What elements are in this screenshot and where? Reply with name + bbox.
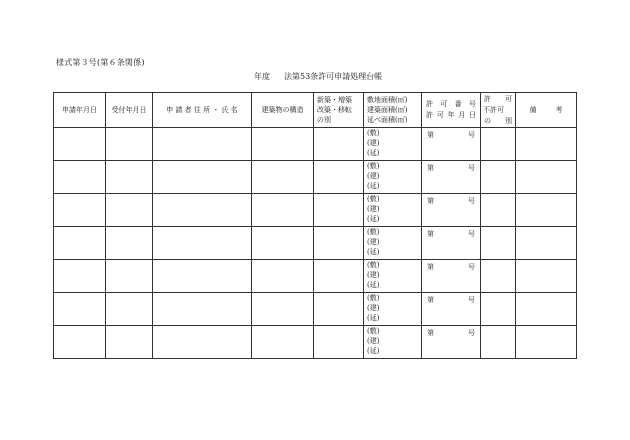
permit-number-line: [427, 295, 475, 306]
cell-construction-type[interactable]: [314, 260, 364, 293]
cell-structure[interactable]: [252, 161, 314, 194]
title-main: 法第53条許可申請処理台帳: [284, 72, 383, 81]
cell-construction-type[interactable]: [314, 326, 364, 359]
ledger-table: [53, 92, 577, 359]
cell-construction-type[interactable]: [314, 293, 364, 326]
header-char: 号: [468, 100, 476, 108]
header-permit-number: [422, 99, 480, 110]
cell-area[interactable]: [364, 128, 422, 161]
cell-remarks[interactable]: [516, 128, 577, 161]
label-floor-area: (延): [367, 149, 380, 157]
header-char: 年: [447, 111, 455, 119]
cell-receipt-date[interactable]: [106, 260, 153, 293]
header-approval-line: [481, 94, 515, 105]
cell-area[interactable]: [364, 161, 422, 194]
header-area-line: 延べ面積(㎡): [367, 116, 408, 124]
label-site-area: (敷): [367, 195, 380, 203]
cell-receipt-date[interactable]: [106, 293, 153, 326]
cell-construction-type[interactable]: [314, 161, 364, 194]
header-char: 可: [505, 94, 512, 103]
cell-area[interactable]: [364, 227, 422, 260]
label-floor-area: (延): [367, 347, 380, 355]
cell-permit[interactable]: [422, 260, 481, 293]
cell-application-date[interactable]: [54, 128, 106, 161]
cell-approval[interactable]: [481, 293, 516, 326]
header-receipt-date: 受付年月日: [106, 93, 153, 128]
cell-remarks[interactable]: [516, 260, 577, 293]
cell-application-date[interactable]: [54, 161, 106, 194]
cell-approval[interactable]: [481, 326, 516, 359]
table-row: [54, 128, 577, 161]
cell-receipt-date[interactable]: [106, 161, 153, 194]
cell-structure[interactable]: [252, 128, 314, 161]
header-char: 許: [426, 100, 433, 108]
cell-application-date[interactable]: [54, 260, 106, 293]
cell-receipt-date[interactable]: [106, 128, 153, 161]
label-floor-area: (延): [367, 281, 380, 289]
label-permit-suffix: 号: [468, 296, 475, 304]
header-char: 日: [469, 111, 476, 119]
label-permit-prefix: 第: [427, 296, 434, 304]
header-row: [54, 93, 577, 128]
label-permit-prefix: 第: [427, 164, 434, 172]
header-type-line: 新築・増築: [317, 96, 352, 104]
label-permit-prefix: 第: [427, 329, 434, 337]
label-site-area: (敷): [367, 129, 380, 137]
cell-permit[interactable]: [422, 227, 481, 260]
title-year-label: 年度: [254, 72, 270, 81]
header-remarks-label: [516, 105, 576, 115]
cell-application-date[interactable]: [54, 194, 106, 227]
cell-applicant[interactable]: [153, 293, 252, 326]
label-floor-area: (延): [367, 215, 380, 223]
header-char: 番: [454, 100, 462, 108]
header-construction-type: [314, 93, 364, 128]
label-site-area: (敷): [367, 228, 380, 236]
cell-applicant[interactable]: [153, 128, 252, 161]
cell-approval[interactable]: [481, 227, 516, 260]
header-remarks: [516, 93, 577, 128]
header-char: 月: [458, 111, 466, 119]
header-application-date: 申請年月日: [54, 93, 106, 128]
header-area: [364, 93, 422, 128]
label-site-area: (敷): [367, 327, 380, 335]
label-permit-suffix: 号: [468, 164, 475, 172]
header-char: 不許可: [483, 105, 504, 114]
label-building-area: (建): [367, 139, 380, 147]
form-number: 様式第３号(第６条関係): [56, 58, 145, 67]
cell-construction-type[interactable]: [314, 194, 364, 227]
label-site-area: (敷): [367, 162, 380, 170]
cell-construction-type[interactable]: [314, 128, 364, 161]
table-row: [54, 227, 577, 260]
label-building-area: (建): [367, 271, 380, 279]
cell-approval[interactable]: [481, 260, 516, 293]
cell-remarks[interactable]: [516, 293, 577, 326]
cell-approval[interactable]: [481, 128, 516, 161]
header-char: 許: [484, 94, 491, 103]
cell-applicant[interactable]: [153, 194, 252, 227]
label-permit-suffix: 号: [468, 263, 475, 271]
cell-applicant[interactable]: [153, 161, 252, 194]
cell-application-date[interactable]: [54, 293, 106, 326]
header-type-line: の別: [317, 116, 331, 124]
header-char: 別: [505, 116, 512, 125]
cell-approval[interactable]: [481, 161, 516, 194]
header-char: 備: [529, 106, 537, 114]
label-building-area: (建): [367, 172, 380, 180]
label-permit-prefix: 第: [427, 263, 434, 271]
cell-applicant[interactable]: [153, 326, 252, 359]
cell-area[interactable]: [364, 260, 422, 293]
cell-receipt-date[interactable]: [106, 194, 153, 227]
cell-approval[interactable]: [481, 194, 516, 227]
cell-construction-type[interactable]: [314, 227, 364, 260]
cell-structure[interactable]: [252, 227, 314, 260]
permit-number-line: [427, 328, 475, 339]
document-title: [254, 71, 382, 82]
label-permit-suffix: 号: [468, 197, 475, 205]
label-permit-suffix: 号: [468, 329, 475, 337]
cell-remarks[interactable]: [516, 227, 577, 260]
cell-permit[interactable]: [422, 326, 481, 359]
cell-receipt-date[interactable]: [106, 227, 153, 260]
cell-receipt-date[interactable]: [106, 326, 153, 359]
header-char: 可: [440, 100, 448, 108]
cell-remarks[interactable]: [516, 161, 577, 194]
cell-structure[interactable]: [252, 293, 314, 326]
header-char: 考: [555, 106, 563, 114]
header-structure: 建築物の構造: [252, 93, 314, 128]
table-row: [54, 260, 577, 293]
cell-applicant[interactable]: [153, 260, 252, 293]
header-area-line: 敷地面積(㎡): [367, 96, 408, 104]
header-approval-line: [481, 105, 515, 116]
label-permit-suffix: 号: [468, 230, 475, 238]
permit-number-line: [427, 196, 475, 207]
cell-permit[interactable]: [422, 128, 481, 161]
cell-area[interactable]: [364, 194, 422, 227]
ledger-body: [54, 128, 577, 359]
cell-permit[interactable]: [422, 161, 481, 194]
permit-number-line: [427, 262, 475, 273]
label-permit-prefix: 第: [427, 131, 434, 139]
label-permit-prefix: 第: [427, 230, 434, 238]
label-floor-area: (延): [367, 182, 380, 190]
label-building-area: (建): [367, 238, 380, 246]
label-floor-area: (延): [367, 314, 380, 322]
header-permit-date: [422, 110, 480, 121]
cell-remarks[interactable]: [516, 326, 577, 359]
permit-number-line: [427, 229, 475, 240]
header-char: 許: [426, 111, 433, 119]
cell-structure[interactable]: [252, 194, 314, 227]
cell-structure[interactable]: [252, 260, 314, 293]
label-permit-suffix: 号: [468, 131, 475, 139]
header-area-line: 建築面積(㎡): [367, 106, 408, 114]
permit-number-line: [427, 130, 475, 141]
header-approval: [481, 93, 516, 128]
table-row: [54, 161, 577, 194]
label-permit-prefix: 第: [427, 197, 434, 205]
table-row: [54, 194, 577, 227]
cell-area[interactable]: [364, 326, 422, 359]
label-floor-area: (延): [367, 248, 380, 256]
cell-permit[interactable]: [422, 194, 481, 227]
cell-area[interactable]: [364, 293, 422, 326]
header-char: 可: [436, 111, 444, 119]
cell-permit[interactable]: [422, 293, 481, 326]
header-approval-line: [481, 116, 515, 127]
header-permit: [422, 93, 481, 128]
label-building-area: (建): [367, 337, 380, 345]
label-building-area: (建): [367, 205, 380, 213]
permit-number-line: [427, 163, 475, 174]
label-site-area: (敷): [367, 294, 380, 302]
cell-application-date[interactable]: [54, 326, 106, 359]
cell-remarks[interactable]: [516, 194, 577, 227]
header-type-line: 改築・移転: [317, 106, 352, 114]
header-applicant: 申 請 者 住 所 ・ 氏 名: [153, 93, 252, 128]
header-char: の: [484, 116, 491, 125]
table-row: [54, 293, 577, 326]
cell-application-date[interactable]: [54, 227, 106, 260]
cell-applicant[interactable]: [153, 227, 252, 260]
table-row: [54, 326, 577, 359]
label-site-area: (敷): [367, 261, 380, 269]
cell-structure[interactable]: [252, 326, 314, 359]
label-building-area: (建): [367, 304, 380, 312]
